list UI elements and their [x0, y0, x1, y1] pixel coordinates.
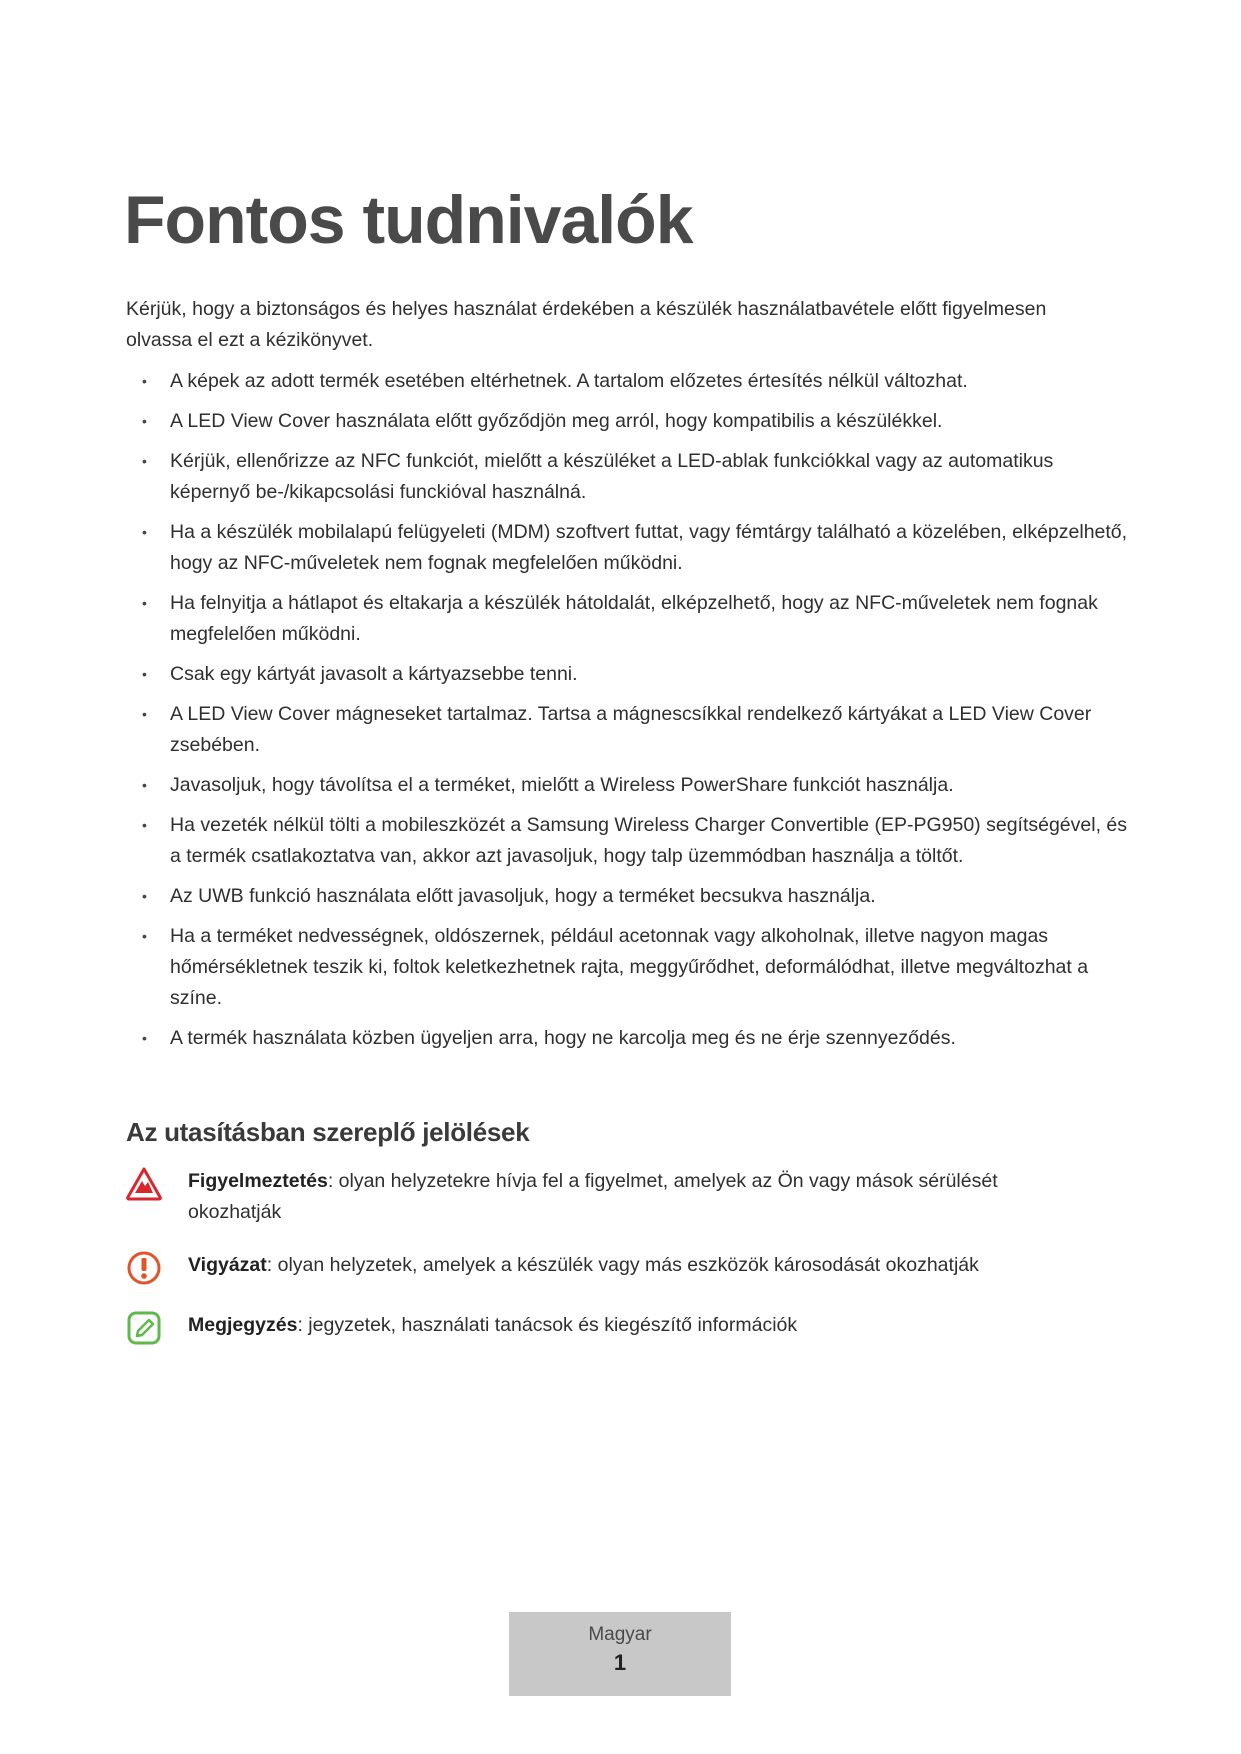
bullet-icon: •: [142, 817, 147, 833]
bullet-icon: •: [142, 413, 147, 429]
footer-language: Magyar: [588, 1624, 652, 1645]
notices-heading: Az utasításban szereplő jelölések: [126, 1117, 530, 1147]
bullet-icon: •: [142, 666, 147, 682]
bullet-icon: •: [142, 1030, 147, 1046]
list-item: [126, 659, 1136, 690]
list-item: [126, 699, 1136, 761]
note-description: : jegyzetek, használati tanácsok és kiegészítő információk: [297, 1314, 798, 1336]
bullet-icon: •: [142, 453, 147, 469]
caution-text: [188, 1250, 1088, 1281]
list-item-text: Ha a terméket nedvességnek, oldószernek, például acetonnak vagy alkoholnak, illetve nagyon magas hőmérsékletnek teszik ki, foltok keletkezhetnek rajta, meggyűrődhet, deformálódhat, illetve megváltozhat a színe.: [170, 925, 1089, 1009]
page-title: Fontos tudnivalók: [124, 182, 693, 258]
list-item: [126, 588, 1136, 650]
list-item: [126, 446, 1136, 508]
warning-description: : olyan helyzetekre hívja fel a figyelmet, amelyek az Ön vagy mások sérülését okozhatják: [188, 1170, 998, 1223]
list-item-text: A LED View Cover mágneseket tartalmaz. Tartsa a mágnescsíkkal rendelkező kártyákat a LED View Cover zsebében.: [170, 703, 1092, 756]
bullet-icon: •: [142, 524, 147, 540]
list-item: [126, 1023, 1136, 1054]
important-info-list: [126, 366, 1136, 1063]
bullet-icon: •: [142, 888, 147, 904]
warning-label: Figyelmeztetés: [188, 1170, 328, 1192]
caution-description: : olyan helyzetek, amelyek a készülék vagy más eszközök károsodását okozhatják: [266, 1254, 979, 1276]
caution-label: Vigyázat: [188, 1254, 267, 1276]
list-item: [126, 921, 1136, 1014]
list-item-text: Az UWB funkció használata előtt javasoljuk, hogy a terméket becsukva használja.: [170, 885, 876, 907]
list-item-text: Ha a készülék mobilalapú felügyeleti (MDM) szoftvert futtat, vagy fémtárgy található a közelében, elképzelhető, hogy az NFC-műveletek nem fognak megfelelően működni.: [170, 521, 1128, 574]
warning-text: [188, 1166, 1088, 1228]
list-item: [126, 366, 1136, 397]
page-number: 1: [613, 1650, 627, 1675]
list-item-text: Ha felnyitja a hátlapot és eltakarja a készülék hátoldalát, elképzelhető, hogy az NFC-műveletek nem fognak megfelelően működni.: [170, 592, 1098, 645]
list-item: [126, 810, 1136, 872]
list-item-text: A LED View Cover használata előtt győződjön meg arról, hogy kompatibilis a készülékkel.: [170, 410, 943, 432]
bullet-icon: •: [142, 928, 147, 944]
list-item: [126, 881, 1136, 912]
note-text: [188, 1310, 1088, 1341]
intro-paragraph: Kérjük, hogy a biztonságos és helyes használat érdekében a készülék használatbavétele előtt figyelmesen olvassa el ezt a kézikönyvet.: [126, 298, 1047, 351]
list-item-text: A termék használata közben ügyeljen arra, hogy ne karcolja meg és ne érje szennyeződés.: [170, 1027, 956, 1049]
warning-triangle-icon: [126, 1166, 162, 1202]
bullet-icon: •: [142, 777, 147, 793]
list-item: [126, 770, 1136, 801]
note-pencil-icon: [126, 1310, 162, 1346]
note-label: Megjegyzés: [188, 1314, 298, 1336]
list-item: [126, 406, 1136, 437]
list-item-text: Csak egy kártyát javasolt a kártyazsebbe tenni.: [170, 663, 578, 685]
bullet-icon: •: [142, 706, 147, 722]
list-item-text: Kérjük, ellenőrizze az NFC funkciót, mielőtt a készüléket a LED-ablak funkciókkal vagy az automatikus képernyő be-/kikapcsolási funckióval használná.: [170, 450, 1054, 503]
list-item-text: Ha vezeték nélkül tölti a mobileszközét a Samsung Wireless Charger Convertible (EP-PG950) segítségével, és a termék csatlakoztatva van, akkor azt javasoljuk, hogy talp üzemmódban használja a töltőt.: [170, 814, 1128, 867]
list-item: [126, 517, 1136, 579]
bullet-icon: •: [142, 373, 147, 389]
page-footer: [509, 1612, 731, 1696]
list-item-text: A képek az adott termék esetében eltérhetnek. A tartalom előzetes értesítés nélkül változhat.: [170, 370, 968, 392]
bullet-icon: •: [142, 595, 147, 611]
list-item-text: Javasoljuk, hogy távolítsa el a terméket, mielőtt a Wireless PowerShare funkciót használja.: [170, 774, 954, 796]
caution-circle-icon: [126, 1250, 162, 1286]
